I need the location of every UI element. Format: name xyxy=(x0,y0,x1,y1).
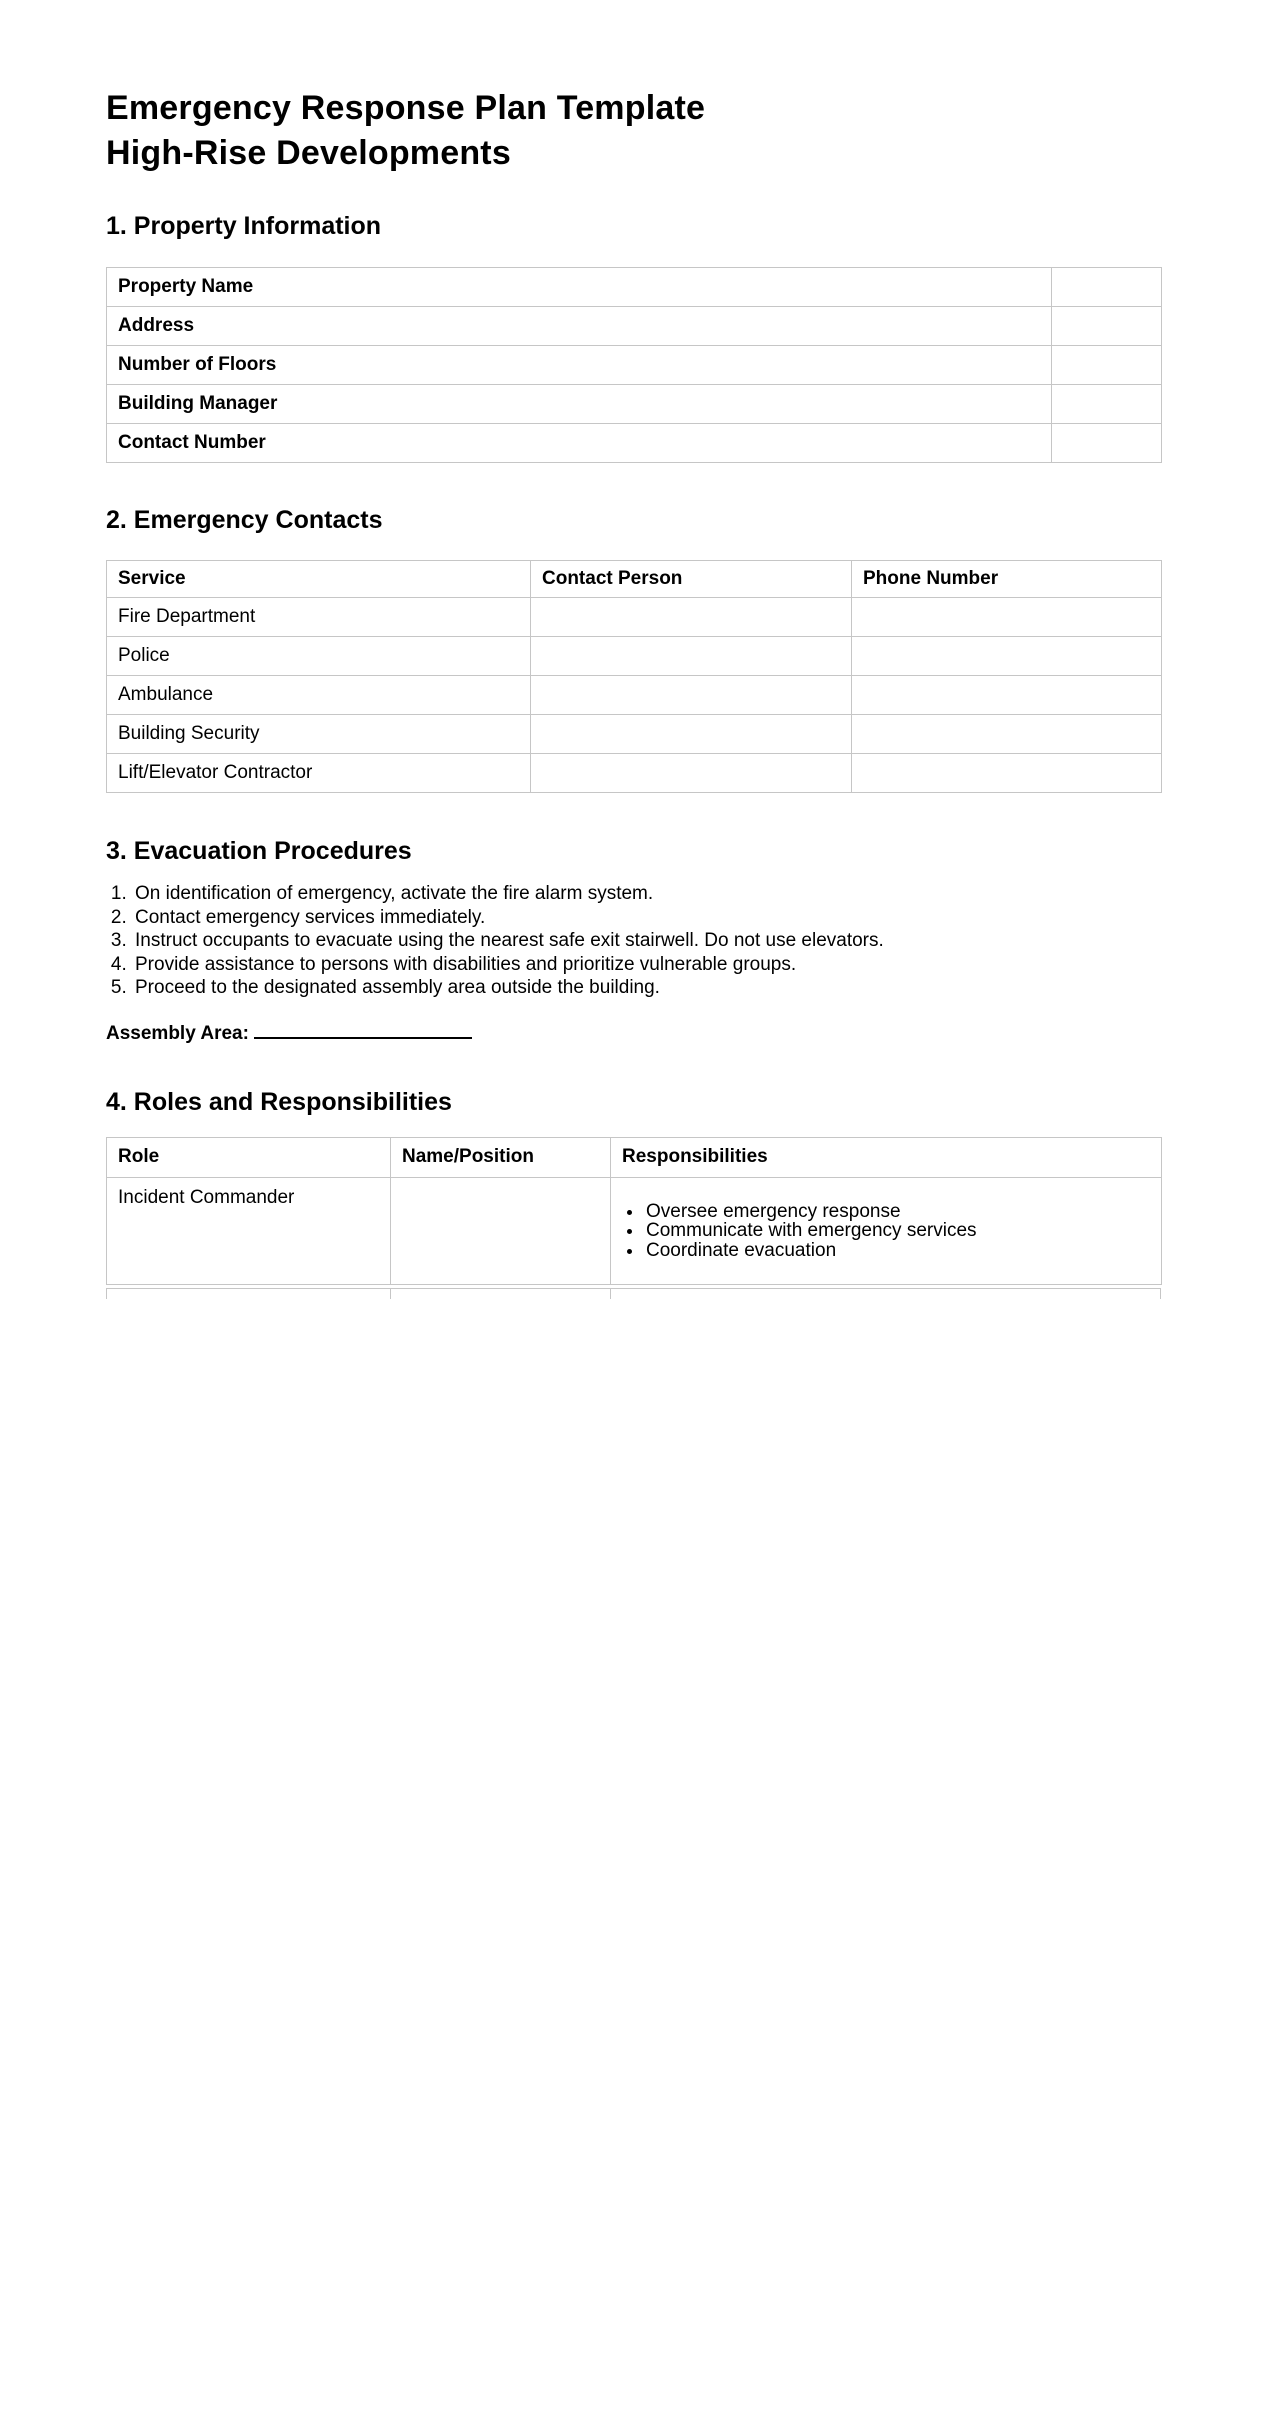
table-row xyxy=(107,268,1162,307)
table-row xyxy=(107,346,1162,385)
blank-value-cell xyxy=(531,715,852,754)
service-cell-police: Police xyxy=(107,637,531,676)
column-header-role: Role xyxy=(107,1137,391,1177)
column-header-service: Service xyxy=(107,561,531,598)
role-cell-incident-commander: Incident Commander xyxy=(107,1177,391,1284)
blank-value-cell xyxy=(1052,268,1162,307)
field-label-address: Address xyxy=(107,307,1052,346)
blank-value-cell xyxy=(1052,307,1162,346)
table-header-row xyxy=(107,1137,1162,1177)
column-header-contact-person: Contact Person xyxy=(531,561,852,598)
column-header-name-position: Name/Position xyxy=(391,1137,611,1177)
table-row xyxy=(107,676,1162,715)
service-cell-building-security: Building Security xyxy=(107,715,531,754)
field-label-property-name: Property Name xyxy=(107,268,1052,307)
blank-value-cell xyxy=(531,754,852,793)
blank-value-cell xyxy=(531,676,852,715)
table-row xyxy=(107,715,1162,754)
assembly-area-label: Assembly Area: xyxy=(106,1022,249,1044)
list-item: 2. Contact emergency services immediately. xyxy=(132,906,1161,930)
table-column-divider xyxy=(610,1289,611,1299)
document-title-line-1: Emergency Response Plan Template xyxy=(106,89,706,127)
list-item: • Coordinate evacuation xyxy=(644,1241,1161,1261)
blank-value-cell xyxy=(531,598,852,637)
table-header-row xyxy=(107,561,1162,598)
section-heading-roles-responsibilities: 4. Roles and Responsibilities xyxy=(106,1087,452,1116)
blank-value-cell xyxy=(852,754,1162,793)
emergency-contacts-table xyxy=(106,560,1162,793)
document-title xyxy=(106,86,1161,176)
assembly-area-line xyxy=(106,1021,1161,1046)
responsibilities-list xyxy=(622,1202,1161,1261)
table-row xyxy=(107,307,1162,346)
service-cell-ambulance: Ambulance xyxy=(107,676,531,715)
section-heading-property-information: 1. Property Information xyxy=(106,212,382,240)
list-item: 1. On identification of emergency, activate the fire alarm system. xyxy=(132,882,1161,906)
table-row xyxy=(107,1177,1162,1284)
field-label-contact-number: Contact Number xyxy=(107,424,1052,463)
table-row xyxy=(107,385,1162,424)
list-item: 5. Proceed to the designated assembly area outside the building. xyxy=(132,976,1161,1000)
table-row xyxy=(107,598,1162,637)
blank-value-cell xyxy=(852,715,1162,754)
cut-off-table-row xyxy=(106,1288,1161,1299)
blank-value-cell xyxy=(852,598,1162,637)
field-label-number-of-floors: Number of Floors xyxy=(107,346,1052,385)
list-item: 3. Instruct occupants to evacuate using the nearest safe exit stairwell. Do not use elevators. xyxy=(132,929,1161,953)
assembly-area-blank-line xyxy=(254,1021,472,1039)
property-information-table xyxy=(106,267,1162,463)
table-row xyxy=(107,424,1162,463)
list-item: • Communicate with emergency services xyxy=(644,1221,1161,1241)
blank-value-cell xyxy=(531,637,852,676)
roles-responsibilities-table xyxy=(106,1137,1162,1285)
column-header-phone-number: Phone Number xyxy=(852,561,1162,598)
list-item: 4. Provide assistance to persons with disabilities and prioritize vulnerable groups. xyxy=(132,953,1161,977)
responsibilities-cell xyxy=(611,1177,1162,1284)
blank-value-cell xyxy=(1052,385,1162,424)
blank-value-cell xyxy=(1052,424,1162,463)
section-heading-evacuation-procedures: 3. Evacuation Procedures xyxy=(106,837,412,865)
list-item: • Oversee emergency response xyxy=(644,1202,1161,1222)
blank-value-cell xyxy=(1052,346,1162,385)
table-row xyxy=(107,754,1162,793)
table-column-divider xyxy=(390,1289,391,1299)
blank-value-cell xyxy=(852,676,1162,715)
service-cell-fire-department: Fire Department xyxy=(107,598,531,637)
table-row xyxy=(107,637,1162,676)
blank-value-cell xyxy=(391,1177,611,1284)
evacuation-steps-list xyxy=(106,882,1161,1000)
column-header-responsibilities: Responsibilities xyxy=(611,1137,1162,1177)
field-label-building-manager: Building Manager xyxy=(107,385,1052,424)
service-cell-lift-elevator-contractor: Lift/Elevator Contractor xyxy=(107,754,531,793)
section-heading-emergency-contacts: 2. Emergency Contacts xyxy=(106,506,383,534)
blank-value-cell xyxy=(852,637,1162,676)
document-title-line-2: High-Rise Developments xyxy=(106,134,511,172)
